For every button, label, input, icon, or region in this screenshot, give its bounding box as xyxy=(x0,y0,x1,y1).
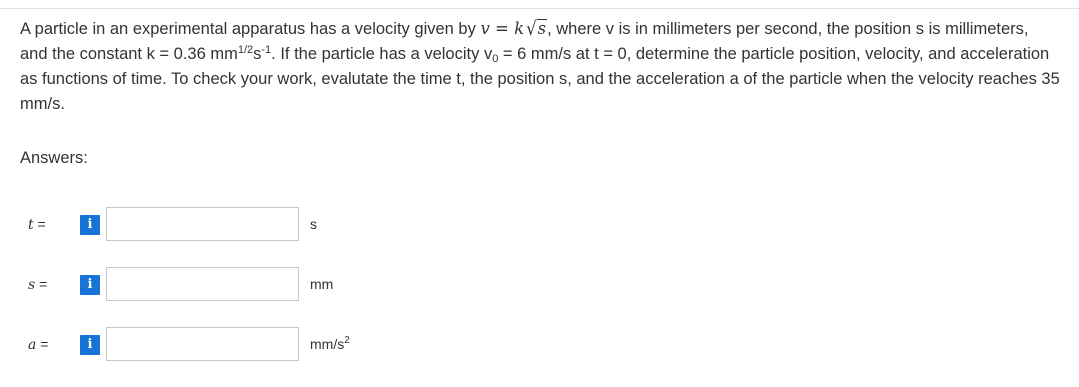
equals-sign: = xyxy=(35,276,48,292)
answer-input-t[interactable] xyxy=(106,207,299,241)
formula-k: k xyxy=(514,19,525,38)
k-units-exponent-2: -1 xyxy=(261,44,272,56)
answers-heading: Answers: xyxy=(20,149,88,167)
answer-row-s xyxy=(0,267,1079,303)
velocity-formula xyxy=(480,19,547,38)
unit-label-t xyxy=(310,216,317,232)
variable-t: t xyxy=(28,217,34,233)
problem-middle-text: . If the particle has a velocity v xyxy=(271,45,493,63)
answer-input-s[interactable] xyxy=(106,267,299,301)
equals-sign: = xyxy=(36,336,49,352)
answer-label-s xyxy=(28,276,47,293)
radical-sign: √ xyxy=(526,17,537,40)
k-units-s: s xyxy=(253,45,262,63)
answer-row-a xyxy=(0,327,1079,363)
info-icon[interactable]: i xyxy=(80,335,100,355)
k-units-exponent-1: 1/2 xyxy=(237,44,254,56)
variable-s: s xyxy=(28,277,36,293)
unit-label-s xyxy=(310,276,333,292)
unit-text: mm/s xyxy=(310,336,345,352)
unit-label-a xyxy=(310,336,350,352)
v0-subscript: 0 xyxy=(492,53,499,65)
formula-v: v xyxy=(480,19,490,38)
problem-statement xyxy=(20,16,1060,117)
variable-a: a xyxy=(28,337,37,353)
problem-constants-text: , where v is in millimeters per second, the position s is millimeters, and the constant k = 0.36 mm xyxy=(20,20,1029,63)
info-icon[interactable]: i xyxy=(80,215,100,235)
unit-text: s xyxy=(310,216,317,232)
answer-label-t xyxy=(28,216,46,233)
answer-input-a[interactable] xyxy=(106,327,299,361)
radicand: s xyxy=(537,19,547,38)
answer-label-a xyxy=(28,336,48,353)
square-root xyxy=(524,16,547,41)
info-icon[interactable]: i xyxy=(80,275,100,295)
unit-text: mm xyxy=(310,276,334,292)
answer-row-t xyxy=(0,207,1079,243)
problem-intro-text: A particle in an experimental apparatus has a velocity given by xyxy=(20,20,481,38)
equals-sign: = xyxy=(33,216,46,232)
unit-exponent: 2 xyxy=(344,335,350,346)
problem-ending-text: = 6 mm/s at t = 0, determine the particle position, velocity, and acceleration as functions of time. To check your work, evalutate the time t, the position s, and the acceleration a of the particle when the velocity reaches 35 mm/s. xyxy=(20,45,1060,113)
top-divider xyxy=(0,8,1079,9)
formula-equals: = xyxy=(489,19,515,38)
